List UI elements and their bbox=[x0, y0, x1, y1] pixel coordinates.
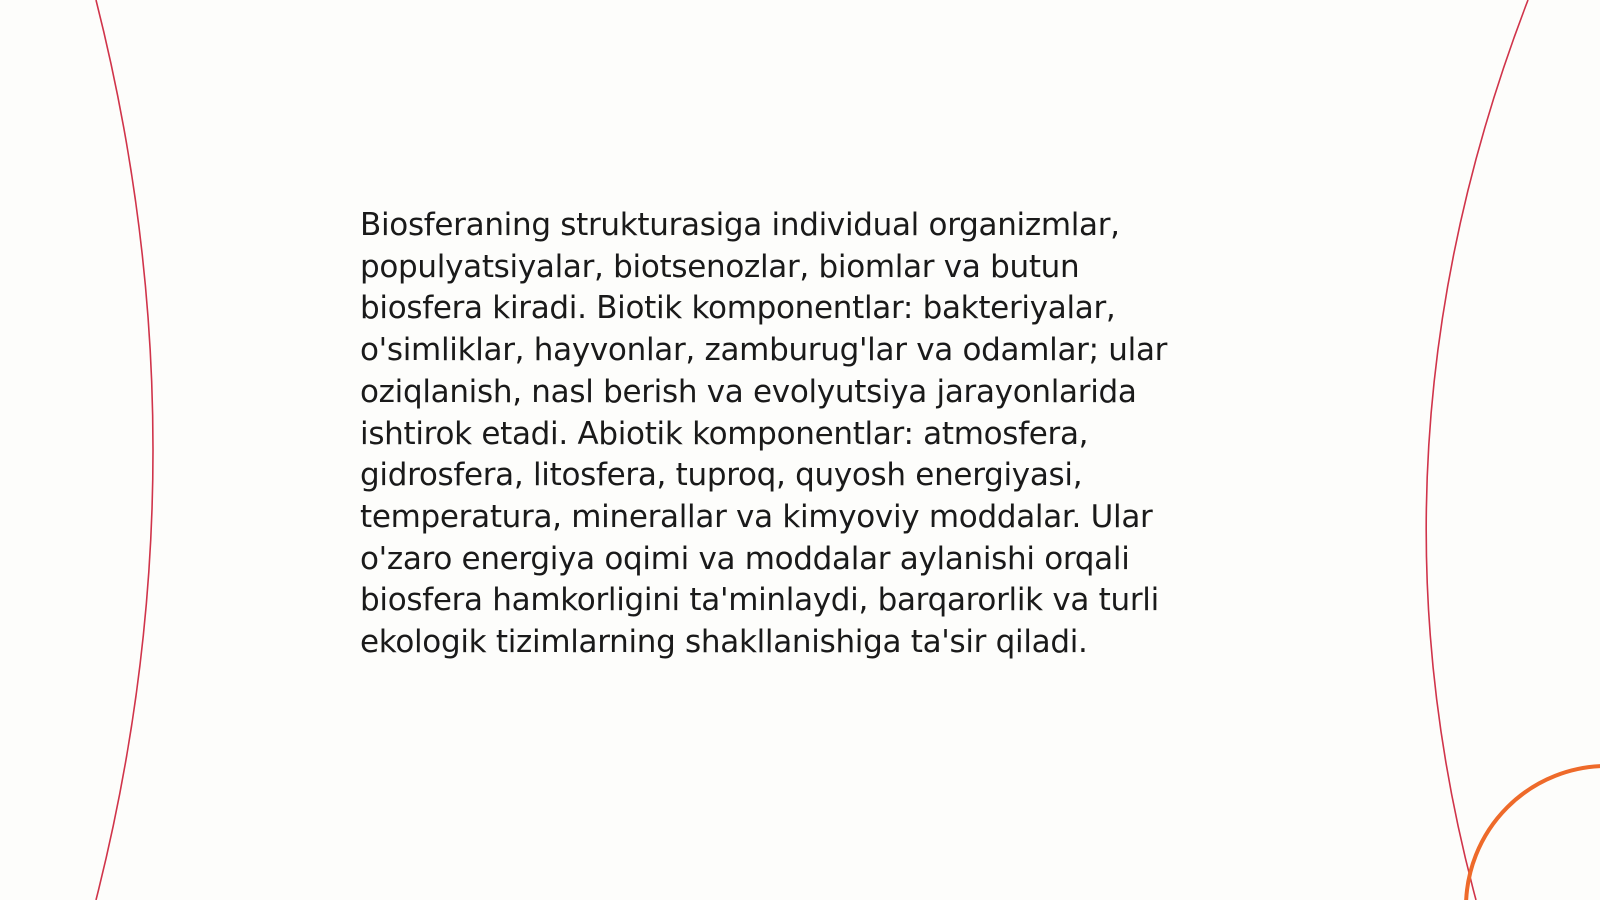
body-line: biosfera hamkorligini ta'minlaydi, barqarorlik va turli bbox=[360, 582, 1159, 619]
orange-circle-outline bbox=[1466, 766, 1600, 900]
body-line: gidrosfera, litosfera, tuproq, quyosh energiyasi, bbox=[360, 457, 1083, 494]
body-line: Biosferaning strukturasiga individual organizmlar, bbox=[360, 207, 1120, 243]
body-line: ekologik tizimlarning shakllanishiga ta'sir qiladi. bbox=[360, 624, 1088, 661]
right-arc-line bbox=[1426, 0, 1528, 900]
body-line: biosfera kiradi. Biotik komponentlar: bakteriyalar, bbox=[360, 290, 1116, 327]
left-arc-line bbox=[96, 0, 153, 900]
body-line: temperatura, minerallar va kimyoviy moddalar. Ular bbox=[360, 498, 1153, 535]
body-line: populyatsiyalar, biotsenozlar, biomlar va butun bbox=[360, 248, 1080, 285]
body-line: o'simliklar, hayvonlar, zamburug'lar va odamlar; ular bbox=[360, 332, 1168, 369]
body-text bbox=[360, 205, 1240, 664]
body-line: o'zaro energiya oqimi va moddalar aylanishi orqali bbox=[360, 540, 1130, 577]
body-line: oziqlanish, nasl berish va evolyutsiya jarayonlarida bbox=[360, 373, 1137, 410]
body-line: ishtirok etadi. Abiotik komponentlar: atmosfera, bbox=[360, 415, 1089, 452]
